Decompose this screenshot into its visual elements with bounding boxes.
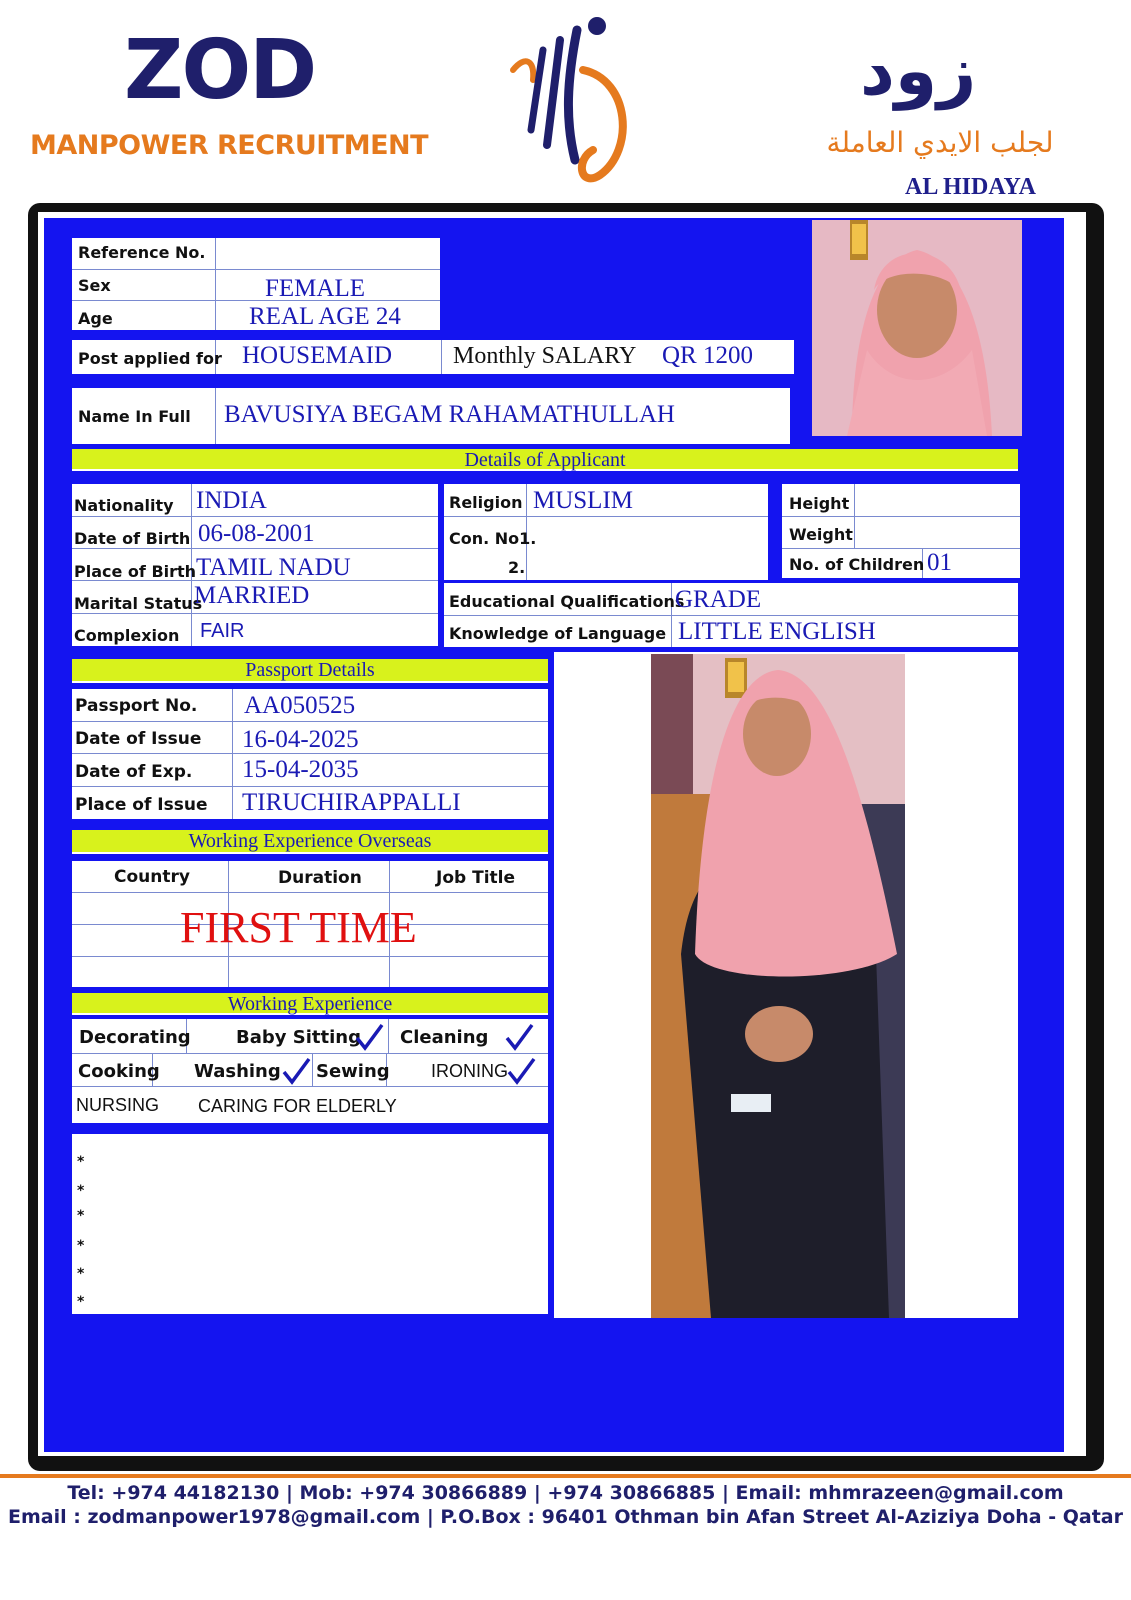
divider — [72, 1086, 548, 1087]
children-value: 01 — [927, 549, 952, 576]
portrait-image — [812, 220, 1022, 436]
divider — [72, 269, 440, 270]
brand-arabic: زود — [860, 32, 977, 111]
con2-label: 2. — [508, 558, 526, 577]
religion-value: MUSLIM — [533, 487, 634, 514]
washing-label: Washing — [194, 1061, 281, 1082]
divider — [72, 516, 438, 517]
name-label: Name In Full — [78, 407, 191, 426]
issue-date-label: Date of Issue — [75, 729, 202, 749]
ironing-label: IRONING — [431, 1061, 509, 1081]
divider — [72, 300, 440, 301]
post-value: HOUSEMAID — [242, 342, 392, 369]
exp-date-label: Date of Exp. — [75, 762, 193, 782]
dob-value: 06-08-2001 — [198, 520, 315, 547]
divider — [444, 516, 768, 517]
reference-label: Reference No. — [78, 243, 206, 262]
issue-date-value: 16-04-2025 — [242, 726, 359, 753]
divider — [312, 1053, 313, 1086]
salary-value: QR 1200 — [662, 342, 753, 369]
sex-value: FEMALE — [265, 275, 365, 302]
experience-band — [72, 993, 548, 1015]
cleaning-label: Cleaning — [400, 1027, 489, 1048]
footer-contact-line: Tel: +974 44182130 | Mob: +974 30866889 | +974 30866885 | Email: mhmrazeen@gmail.com — [67, 1482, 1064, 1504]
note-bullet: * — [77, 1208, 85, 1224]
education-value: GRADE — [675, 586, 762, 613]
divider — [441, 340, 442, 374]
washing-check-icon — [281, 1056, 311, 1086]
divider — [72, 548, 438, 549]
sex-label: Sex — [78, 276, 111, 295]
marital-value: MARRIED — [194, 582, 310, 609]
note-bullet: * — [77, 1266, 85, 1282]
divider — [388, 1019, 389, 1053]
exp-date-value: 15-04-2035 — [242, 756, 359, 783]
complexion-label: Complexion — [74, 626, 180, 645]
divider — [72, 786, 548, 787]
passport-no-label: Passport No. — [75, 696, 198, 716]
divider — [72, 892, 548, 893]
pob-value: TAMIL NADU — [196, 554, 351, 581]
pob-label: Place of Birth — [74, 562, 197, 581]
notes-box — [72, 1134, 548, 1314]
passport-band-title: Passport Details — [245, 659, 375, 681]
divider — [782, 516, 1020, 517]
issue-place-value: TIRUCHIRAPPALLI — [242, 789, 461, 816]
note-bullet: * — [77, 1154, 85, 1170]
divider — [215, 238, 216, 330]
col-duration: Duration — [278, 868, 362, 888]
baby-sitting-check-icon — [354, 1022, 384, 1052]
decorating-label: Decorating — [79, 1027, 191, 1048]
note-bullet: * — [77, 1238, 85, 1254]
col-job-title: Job Title — [436, 868, 515, 888]
branch-name: AL HIDAYA — [905, 174, 1036, 200]
applicant-portrait — [812, 220, 1022, 436]
full-photo-image — [651, 654, 905, 1318]
overseas-band — [72, 830, 548, 854]
language-value: LITTLE ENGLISH — [678, 618, 876, 645]
note-bullet: * — [77, 1183, 85, 1199]
caring-label: CARING FOR ELDERLY — [198, 1096, 397, 1116]
note-bullet: * — [77, 1294, 85, 1310]
details-band — [72, 449, 1018, 471]
children-label: No. of Children — [789, 555, 925, 574]
language-label: Knowledge of Language — [449, 624, 667, 643]
experience-band-title: Working Experience — [227, 993, 393, 1015]
brand-name: ZOD — [124, 23, 316, 118]
height-label: Height — [789, 494, 850, 513]
footer-address-line: Email : zodmanpower1978@gmail.com | P.O.Box : 96401 Othman bin Afan Street Al-Aziziya Doha - Qatar — [8, 1506, 1123, 1528]
complexion-value: FAIR — [200, 620, 245, 642]
con1-label: Con. No1. — [449, 529, 537, 548]
divider — [72, 1053, 548, 1054]
weight-label: Weight — [789, 525, 853, 544]
nursing-label: NURSING — [76, 1095, 160, 1115]
age-label: Age — [78, 309, 113, 328]
divider — [215, 388, 216, 444]
divider — [782, 548, 1020, 549]
salary-label: Monthly SALARY — [453, 343, 637, 369]
divider — [444, 615, 1018, 616]
divider — [232, 689, 233, 819]
applicant-full-photo — [651, 654, 905, 1318]
name-value: BAVUSIYA BEGAM RAHAMATHULLAH — [224, 401, 675, 428]
cleaning-check-icon — [504, 1022, 534, 1052]
footer-rule — [0, 1474, 1131, 1478]
overseas-band-title: Working Experience Overseas — [188, 830, 432, 852]
brand-subtitle: MANPOWER RECRUITMENT — [30, 130, 429, 161]
divider — [72, 613, 438, 614]
col-country: Country — [114, 867, 190, 887]
zod-logo-icon — [505, 10, 635, 185]
nationality-value: INDIA — [196, 487, 267, 514]
nationality-label: Nationality — [74, 496, 174, 515]
sewing-label: Sewing — [316, 1061, 390, 1082]
details-band-title: Details of Applicant — [464, 449, 626, 471]
passport-no-value: AA050525 — [244, 692, 356, 719]
divider — [72, 956, 548, 957]
marital-label: Marital Status — [74, 594, 203, 613]
divider — [72, 721, 548, 722]
baby-sitting-label: Baby Sitting — [236, 1027, 361, 1048]
ironing-check-icon — [506, 1056, 536, 1086]
age-value: REAL AGE 24 — [249, 303, 401, 330]
dob-label: Date of Birth — [74, 529, 191, 548]
issue-place-label: Place of Issue — [75, 795, 208, 815]
passport-band — [72, 659, 548, 683]
brand-arabic-subtitle: لجلب الايدي العاملة — [826, 126, 1054, 159]
religion-label: Religion — [449, 493, 523, 512]
cooking-label: Cooking — [78, 1061, 160, 1082]
first-time-note: FIRST TIME — [180, 903, 417, 952]
post-label: Post applied for — [78, 349, 222, 368]
education-label: Educational Qualifications — [449, 592, 685, 611]
